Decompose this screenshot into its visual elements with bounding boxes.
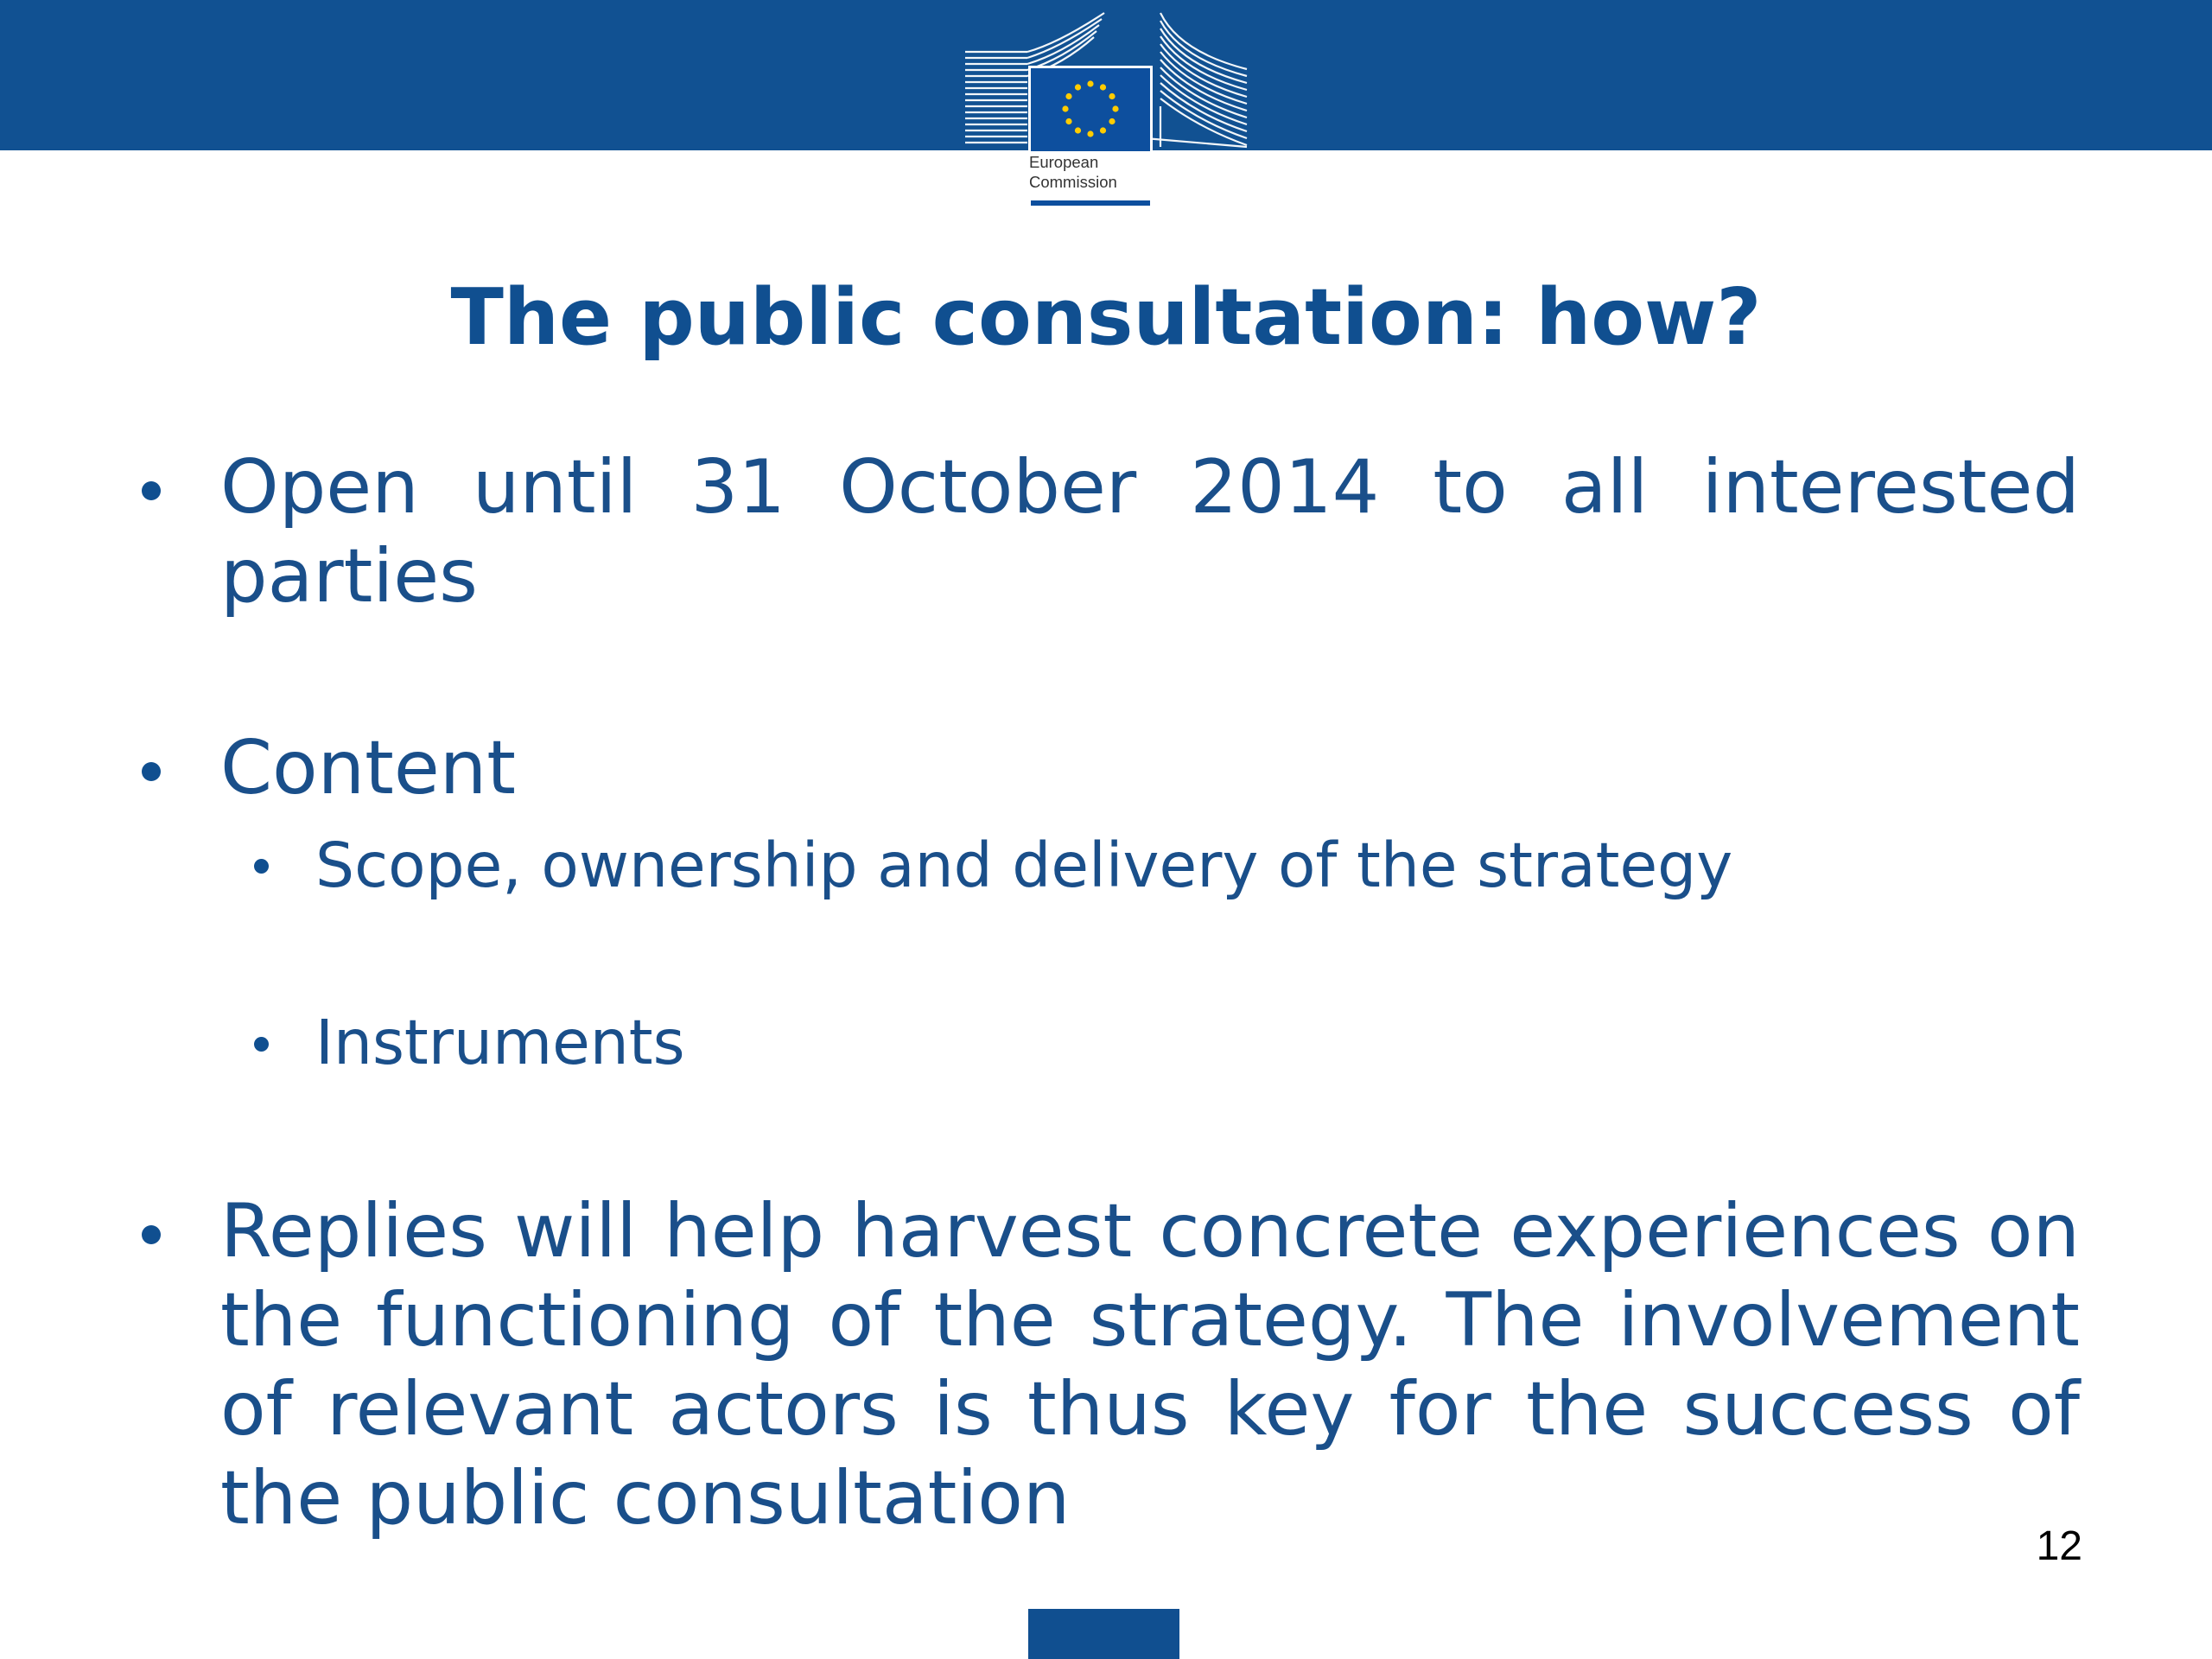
footer-block <box>1028 1609 1179 1659</box>
sub-bullet-item-1: Scope, ownership and delivery of the strategy <box>315 830 1733 901</box>
page-number: 12 <box>2036 1523 2082 1569</box>
logo-line-1: European <box>1029 153 1099 171</box>
bullet-item-2: Content <box>220 725 517 811</box>
sub-bullet-dot <box>254 859 269 874</box>
bullet-item-3: Replies will help harvest concrete experiences on the functioning of the strategy. The involvement of relevant actors is thus key for the success of the public consultation <box>220 1188 2080 1541</box>
bullet-dot <box>142 481 161 500</box>
bullet-item-1: Open until 31 October 2014 to all interested parties <box>220 444 2080 620</box>
logo-line-2: Commission <box>1029 173 1117 191</box>
bullet-dot <box>142 1225 161 1244</box>
slide-title: The public consultation: how? <box>450 272 1762 363</box>
bullet-dot <box>142 762 161 781</box>
sub-bullet-item-2: Instruments <box>315 1007 685 1078</box>
sub-bullet-dot <box>254 1037 269 1052</box>
